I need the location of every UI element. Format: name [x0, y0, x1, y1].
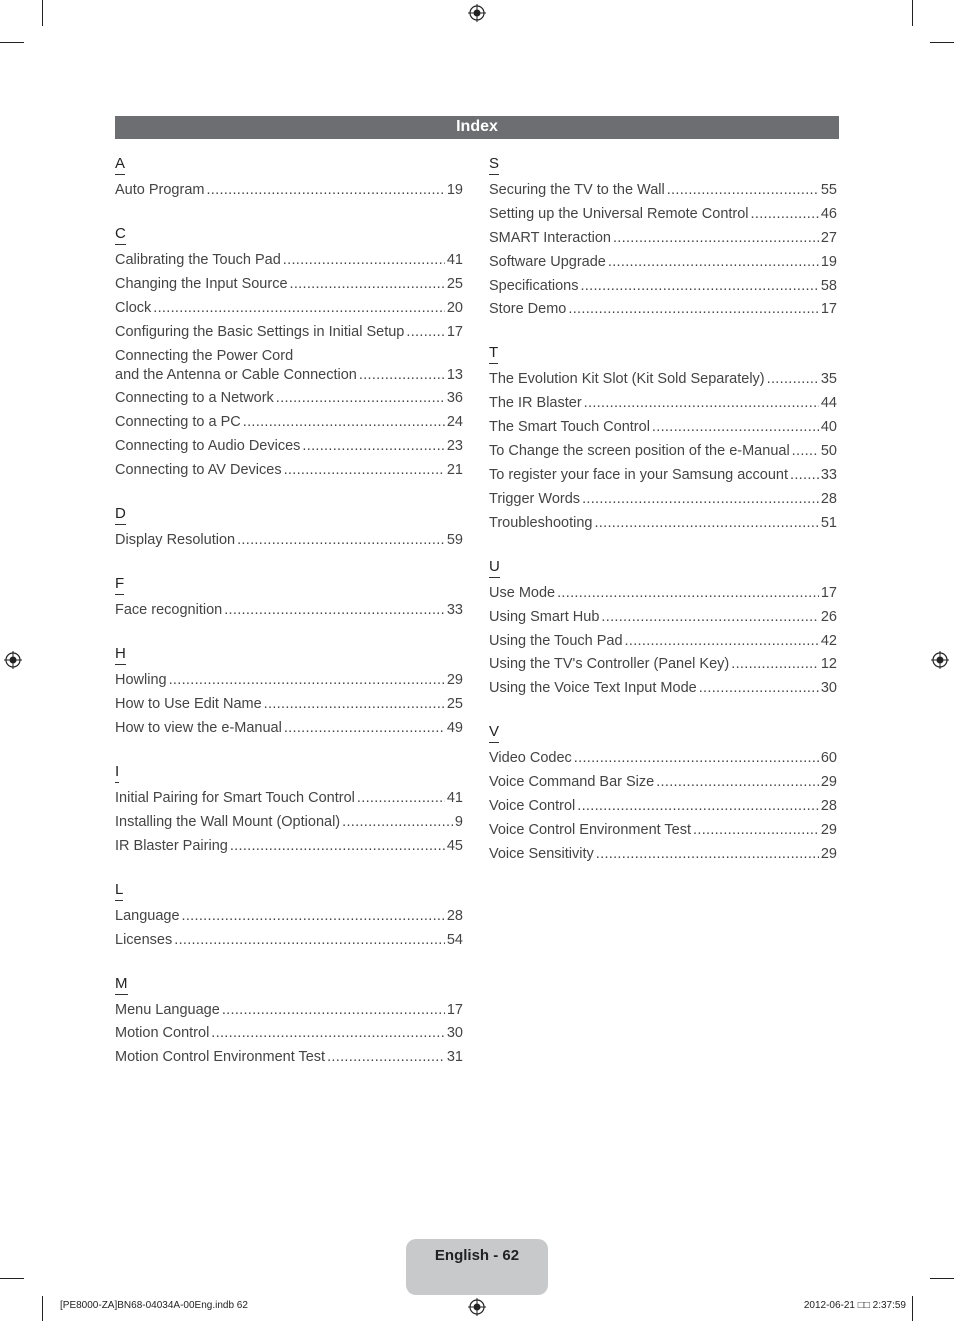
dot-leader	[767, 370, 819, 388]
dot-leader	[790, 466, 819, 484]
entry-title: Initial Pairing for Smart Touch Control	[115, 789, 355, 806]
index-entry[interactable]	[115, 1024, 463, 1042]
crop-mark	[0, 42, 24, 43]
entry-title: Face recognition	[115, 602, 223, 619]
dot-leader	[327, 1048, 445, 1066]
entry-title: Changing the Input Source	[115, 275, 288, 292]
section-letter: F	[115, 575, 124, 595]
dot-leader	[693, 821, 819, 839]
dot-leader	[302, 437, 444, 455]
index-entry[interactable]	[489, 608, 837, 626]
dot-leader	[656, 773, 819, 791]
index-entry[interactable]	[115, 275, 463, 293]
entry-page-number: 35	[820, 371, 837, 388]
index-entry[interactable]	[489, 655, 837, 673]
entry-page-number: 30	[446, 1025, 463, 1042]
registration-mark-icon	[468, 1298, 486, 1316]
dot-leader	[290, 275, 445, 293]
index-entry[interactable]	[115, 299, 463, 317]
entry-title: Clock	[115, 299, 152, 316]
entry-title: The Evolution Kit Slot (Kit Sold Separately)	[489, 371, 765, 388]
entry-title: Use Mode	[489, 584, 556, 601]
index-section-l	[115, 881, 463, 949]
entry-page-number: 21	[446, 462, 463, 479]
index-entry[interactable]	[489, 253, 837, 271]
dot-leader	[264, 695, 445, 713]
dot-leader	[230, 837, 445, 855]
entry-title: Calibrating the Touch Pad	[115, 252, 281, 268]
section-letter: A	[115, 155, 125, 175]
entry-page-number: 51	[820, 514, 837, 531]
entry-title: Display Resolution	[115, 532, 236, 549]
dot-leader	[731, 655, 819, 673]
dot-leader	[613, 229, 819, 247]
dot-leader	[224, 601, 445, 619]
dot-leader	[577, 797, 819, 815]
entry-page-number: 28	[446, 907, 463, 924]
dot-leader	[342, 813, 453, 831]
section-letter: D	[115, 505, 126, 525]
entry-page-number: 30	[820, 680, 837, 697]
entry-title-line1: Connecting the Power Cord	[115, 347, 294, 364]
entry-page-number: 29	[820, 822, 837, 839]
section-letter: S	[489, 155, 499, 175]
index-section-t	[489, 344, 837, 531]
index-entry[interactable]	[489, 466, 837, 484]
crop-mark	[42, 1296, 43, 1321]
section-letter: H	[115, 645, 126, 665]
entry-page-number: 19	[446, 182, 463, 198]
entry-title: Using Smart Hub	[489, 608, 600, 625]
entry-page-number: 13	[446, 366, 463, 383]
entry-page-number: 17	[820, 584, 837, 601]
entry-page-number: 29	[446, 672, 463, 689]
entry-title: The IR Blaster	[489, 395, 582, 412]
entry-title: Motion Control	[115, 1025, 210, 1042]
entry-title: Howling	[115, 672, 167, 689]
dot-leader	[699, 679, 819, 697]
index-entry[interactable]	[115, 437, 463, 455]
index-entry[interactable]	[115, 531, 463, 549]
dot-leader	[153, 299, 445, 317]
entry-page-number: 25	[446, 275, 463, 292]
entry-title: Menu Language	[115, 1001, 220, 1018]
index-entry[interactable]	[115, 931, 463, 949]
index-entry[interactable]	[115, 789, 463, 807]
entry-page-number: 40	[820, 419, 837, 436]
footer-timestamp: 2012-06-21 □□ 2:37:59	[803, 1300, 906, 1311]
dot-leader	[174, 931, 445, 949]
section-letter: C	[115, 225, 126, 245]
index-entry[interactable]	[115, 1048, 463, 1066]
entry-page-number: 28	[820, 490, 837, 507]
crop-mark	[0, 1278, 24, 1279]
entry-title: Software Upgrade	[489, 253, 606, 270]
entry-page-number: 41	[446, 252, 463, 268]
index-entry[interactable]	[489, 300, 837, 318]
index-entry[interactable]	[115, 907, 463, 925]
index-section-d	[115, 505, 463, 549]
dot-leader	[237, 531, 445, 549]
dot-leader	[594, 514, 818, 532]
entry-title: Store Demo	[489, 301, 567, 318]
entry-title: Connecting to a Network	[115, 390, 274, 407]
dot-leader	[557, 584, 819, 602]
entry-page-number: 55	[820, 182, 837, 198]
dot-leader	[222, 1001, 445, 1019]
entry-page-number: 26	[820, 608, 837, 625]
dot-leader	[211, 1024, 445, 1042]
index-entry[interactable]	[489, 277, 837, 295]
section-letter: T	[489, 344, 498, 364]
entry-page-number: 23	[446, 438, 463, 455]
dot-leader	[169, 671, 445, 689]
entry-page-number: 17	[446, 323, 463, 340]
index-entry[interactable]	[115, 671, 463, 689]
index-entry[interactable]	[489, 205, 837, 223]
dot-leader	[667, 181, 819, 199]
entry-page-number: 49	[446, 719, 463, 736]
section-letter: M	[115, 975, 128, 995]
entry-page-number: 12	[820, 656, 837, 673]
index-section-c	[115, 225, 463, 479]
entry-title: Specifications	[489, 277, 579, 294]
entry-page-number: 33	[820, 467, 837, 484]
index-entry[interactable]	[489, 821, 837, 839]
dot-leader	[284, 719, 445, 737]
entry-title: Securing the TV to the Wall	[489, 182, 665, 198]
index-section-s	[489, 155, 837, 318]
dot-leader	[580, 277, 818, 295]
section-letter: U	[489, 558, 500, 578]
entry-page-number: 41	[446, 789, 463, 806]
index-entry[interactable]	[115, 181, 463, 199]
entry-page-number: 25	[446, 696, 463, 713]
footer-file-info: [PE8000-ZA]BN68-04034A-00Eng.indb 62	[60, 1300, 248, 1311]
entry-title: Video Codec	[489, 750, 572, 767]
crop-mark	[42, 0, 43, 26]
entry-title: Using the Touch Pad	[489, 632, 623, 649]
entry-title: Voice Control	[489, 798, 576, 815]
entry-page-number: 58	[820, 277, 837, 294]
dot-leader	[283, 251, 445, 269]
index-entry[interactable]	[489, 797, 837, 815]
dot-leader	[406, 323, 444, 341]
dot-leader	[574, 749, 819, 767]
crop-mark	[930, 42, 954, 43]
crop-mark	[912, 0, 913, 26]
entry-title: Using the TV's Controller (Panel Key)	[489, 656, 730, 673]
index-entry[interactable]	[489, 181, 837, 199]
dot-leader	[751, 205, 819, 223]
dot-leader	[276, 389, 445, 407]
dot-leader	[601, 608, 818, 626]
index-entry[interactable]	[489, 584, 837, 602]
dot-leader	[652, 418, 819, 436]
index-entry[interactable]	[489, 418, 837, 436]
index-entry[interactable]	[115, 695, 463, 713]
entry-title: and the Antenna or Cable Connection	[115, 366, 357, 383]
index-entry[interactable]	[489, 442, 837, 460]
index-section-h	[115, 645, 463, 737]
entry-page-number: 29	[820, 774, 837, 791]
index-entry[interactable]	[115, 347, 463, 384]
index-section-v	[489, 723, 837, 863]
crop-mark	[930, 1278, 954, 1279]
entry-title: Motion Control Environment Test	[115, 1049, 326, 1066]
index-entry[interactable]	[115, 323, 463, 341]
section-letter: V	[489, 723, 499, 743]
dot-leader	[584, 394, 819, 412]
index-entry[interactable]	[115, 1001, 463, 1019]
dot-leader	[359, 366, 445, 384]
index-section-a	[115, 155, 463, 199]
dot-leader	[206, 181, 444, 199]
index-entry[interactable]	[115, 413, 463, 431]
entry-page-number: 17	[820, 301, 837, 318]
index-entry[interactable]	[489, 679, 837, 697]
section-letter: I	[115, 763, 119, 783]
index-entry[interactable]	[489, 773, 837, 791]
index-entry[interactable]	[115, 251, 463, 269]
index-entry[interactable]	[115, 389, 463, 407]
entry-title: Setting up the Universal Remote Control	[489, 205, 749, 222]
entry-page-number: 44	[820, 395, 837, 412]
index-left-column	[115, 155, 463, 1092]
entry-title: Voice Sensitivity	[489, 845, 594, 862]
entry-title: Connecting to Audio Devices	[115, 438, 301, 455]
index-entry[interactable]	[489, 490, 837, 508]
entry-page-number: 27	[820, 229, 837, 246]
index-entry[interactable]	[489, 514, 837, 532]
dot-leader	[284, 461, 445, 479]
entry-page-number: 17	[446, 1001, 463, 1018]
dot-leader	[608, 253, 819, 271]
index-entry[interactable]	[489, 632, 837, 650]
entry-title: Licenses	[115, 931, 173, 948]
dot-leader	[357, 789, 445, 807]
index-section-u	[489, 558, 837, 698]
entry-page-number: 59	[446, 532, 463, 549]
index-section-i	[115, 763, 463, 855]
index-entry[interactable]	[115, 601, 463, 619]
entry-page-number: 50	[820, 443, 837, 460]
index-entry[interactable]	[115, 813, 463, 831]
entry-title: Voice Command Bar Size	[489, 774, 655, 791]
entry-title: Connecting to AV Devices	[115, 462, 282, 479]
registration-mark-icon	[468, 4, 486, 22]
entry-page-number: 54	[446, 931, 463, 948]
entry-title: IR Blaster Pairing	[115, 837, 228, 854]
entry-title: How to Use Edit Name	[115, 696, 262, 713]
entry-title: Language	[115, 907, 180, 924]
index-entry[interactable]	[489, 749, 837, 767]
index-header-bar: Index	[115, 116, 839, 139]
entry-page-number: 24	[446, 414, 463, 431]
entry-title: SMART Interaction	[489, 229, 611, 246]
entry-page-number: 33	[446, 602, 463, 619]
section-letter: L	[115, 881, 123, 901]
entry-page-number: 9	[454, 813, 463, 830]
entry-page-number: 60	[820, 750, 837, 767]
entry-title: Installing the Wall Mount (Optional)	[115, 813, 341, 830]
dot-leader	[792, 442, 819, 460]
entry-title: Auto Program	[115, 182, 205, 198]
entry-page-number: 31	[446, 1049, 463, 1066]
entry-title: Trigger Words	[489, 490, 581, 507]
index-entry[interactable]	[489, 394, 837, 412]
entry-title: To Change the screen position of the e-Manual	[489, 443, 790, 460]
dot-leader	[625, 632, 819, 650]
index-entry[interactable]	[115, 461, 463, 479]
page-number-label: English - 62	[434, 1247, 520, 1264]
entry-page-number: 20	[446, 299, 463, 316]
index-right-column	[489, 155, 837, 889]
dot-leader	[582, 490, 819, 508]
entry-page-number: 19	[820, 253, 837, 270]
entry-title: Connecting to a PC	[115, 414, 241, 431]
entry-title: To register your face in your Samsung account	[489, 467, 789, 484]
registration-mark-icon	[931, 651, 949, 669]
dot-leader	[596, 845, 819, 863]
crop-mark	[912, 1296, 913, 1321]
index-entry[interactable]	[115, 719, 463, 737]
entry-title: Using the Voice Text Input Mode	[489, 680, 697, 697]
entry-title: Troubleshooting	[489, 514, 593, 531]
entry-page-number: 28	[820, 798, 837, 815]
entry-title: How to view the e-Manual	[115, 719, 282, 736]
dot-leader	[568, 300, 818, 318]
dot-leader	[182, 907, 445, 925]
entry-page-number: 36	[446, 390, 463, 407]
entry-page-number: 45	[446, 837, 463, 854]
dot-leader	[243, 413, 445, 431]
entry-title: The Smart Touch Control	[489, 419, 650, 436]
entry-page-number: 29	[820, 845, 837, 862]
index-section-f	[115, 575, 463, 619]
registration-mark-icon	[4, 651, 22, 669]
entry-title: Configuring the Basic Settings in Initial Setup	[115, 323, 405, 340]
index-entry[interactable]	[489, 370, 837, 388]
entry-page-number: 42	[820, 632, 837, 649]
index-entry[interactable]	[489, 229, 837, 247]
index-entry[interactable]	[115, 837, 463, 855]
entry-title: Voice Control Environment Test	[489, 822, 692, 839]
entry-page-number: 46	[820, 205, 837, 222]
index-section-m	[115, 975, 463, 1067]
index-entry[interactable]	[489, 845, 837, 863]
